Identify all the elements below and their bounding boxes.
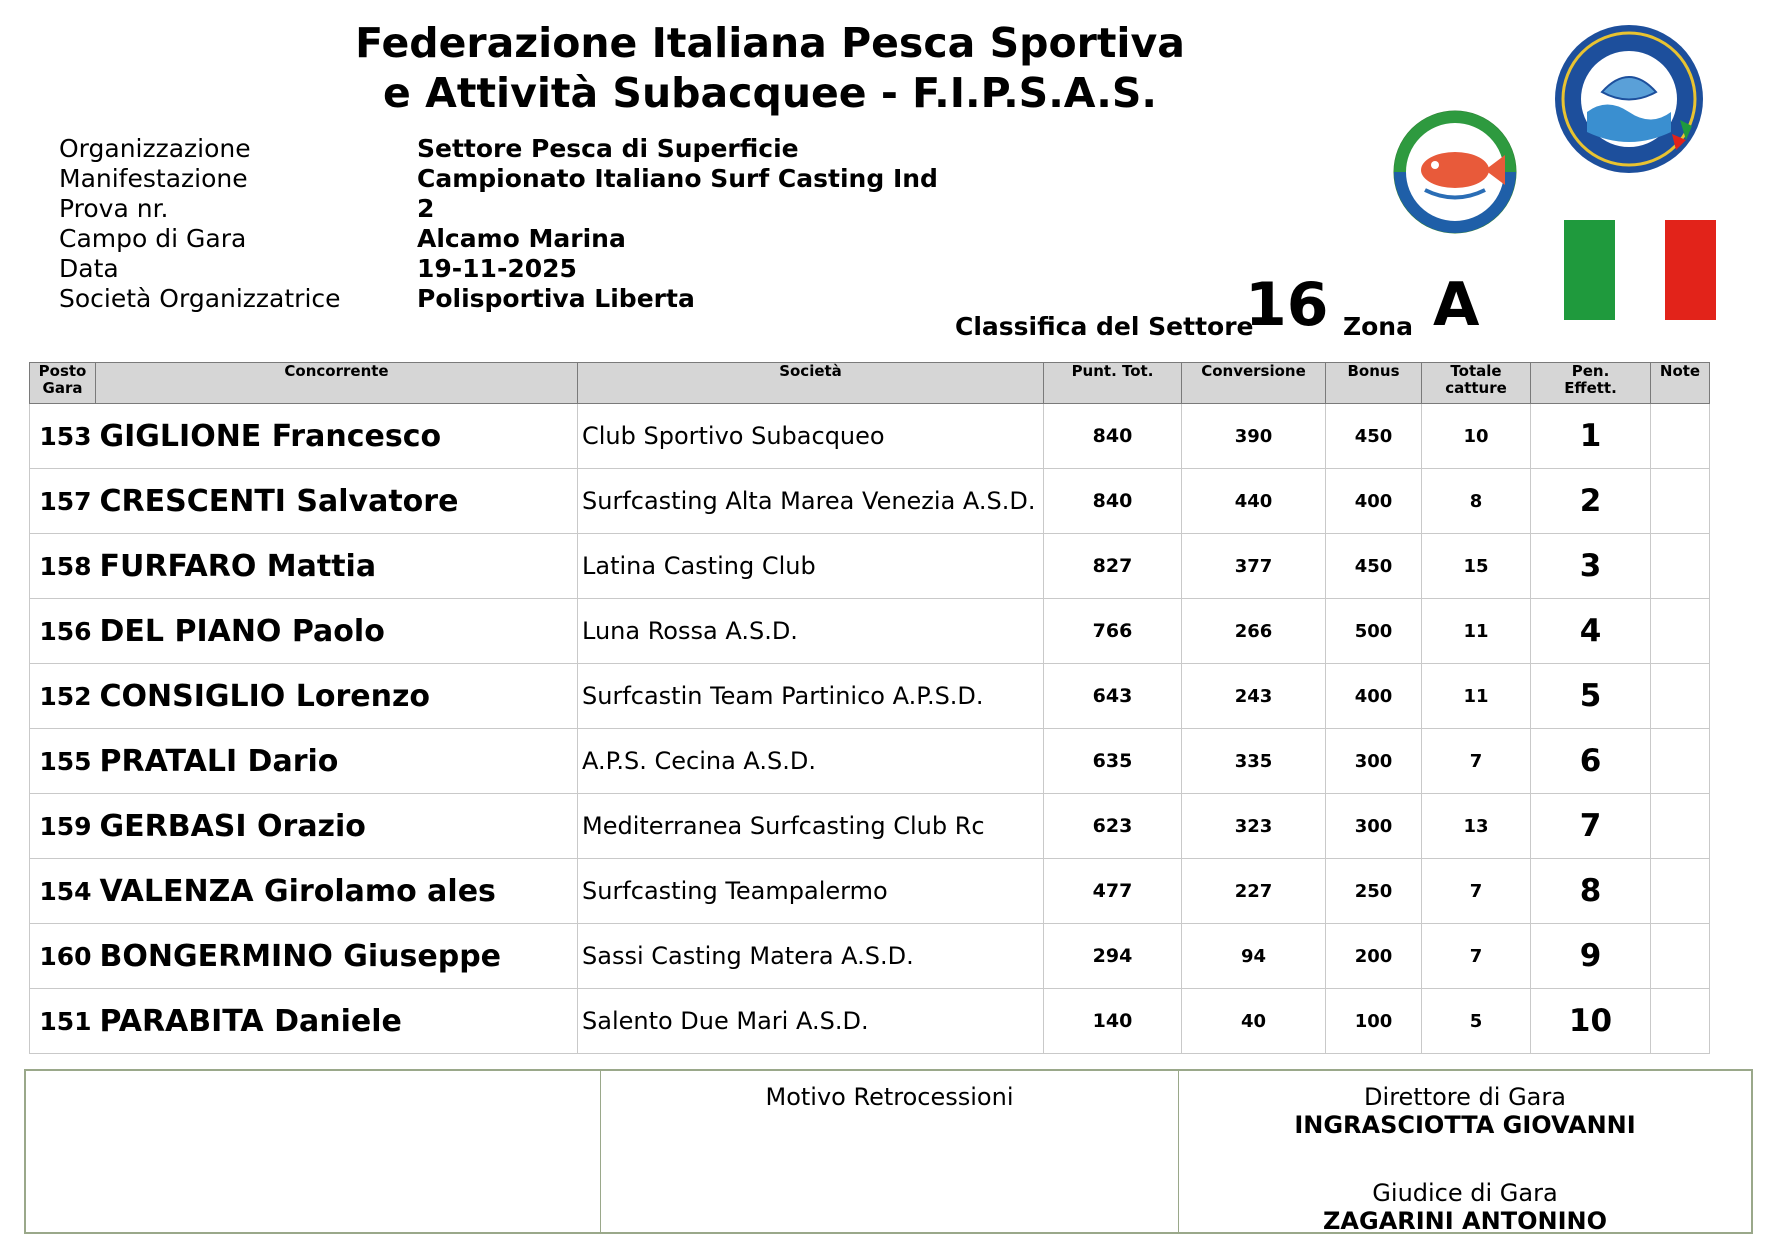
header-conversione-label: Conversione <box>1201 362 1306 380</box>
table-row <box>30 469 1710 534</box>
cell-concorrente: GERBASI Orazio <box>96 794 578 859</box>
flag-stripe-green <box>1564 220 1615 320</box>
table-row <box>30 664 1710 729</box>
cell-pen-effett: 3 <box>1531 534 1651 599</box>
info-value: Polisportiva Liberta <box>417 284 695 313</box>
cell-posto: 159 <box>30 794 96 859</box>
cell-conversione: 266 <box>1182 599 1326 664</box>
cell-pen-effett: 7 <box>1531 794 1651 859</box>
cell-societa: Surfcasting Alta Marea Venezia A.S.D. <box>578 469 1044 534</box>
table-header-row <box>30 363 1710 404</box>
header-bonus <box>1326 363 1422 404</box>
cell-pen-effett: 9 <box>1531 924 1651 989</box>
table-row <box>30 794 1710 859</box>
cell-note <box>1651 404 1710 469</box>
footer-motivo-cell <box>601 1071 1179 1232</box>
cell-societa: Sassi Casting Matera A.S.D. <box>578 924 1044 989</box>
cell-concorrente: CRESCENTI Salvatore <box>96 469 578 534</box>
cell-bonus: 400 <box>1326 469 1422 534</box>
info-value: 19-11-2025 <box>417 254 577 283</box>
cell-societa: Club Sportivo Subacqueo <box>578 404 1044 469</box>
header-pen-line1: Pen. <box>1571 362 1610 380</box>
header-punt-label: Punt. Tot. <box>1071 362 1154 380</box>
info-label: Campo di Gara <box>59 224 247 253</box>
cell-totale-catture: 7 <box>1422 859 1531 924</box>
cell-pen-effett: 2 <box>1531 469 1651 534</box>
cell-posto: 160 <box>30 924 96 989</box>
cell-societa: Surfcastin Team Partinico A.P.S.D. <box>578 664 1044 729</box>
results-table <box>29 362 1710 1054</box>
cell-posto: 158 <box>30 534 96 599</box>
document-title <box>300 18 1240 118</box>
cell-totale-catture: 10 <box>1422 404 1531 469</box>
cell-conversione: 323 <box>1182 794 1326 859</box>
header-totale-catture <box>1422 363 1531 404</box>
cell-posto: 156 <box>30 599 96 664</box>
direttore-label: Direttore di Gara <box>1364 1083 1566 1111</box>
cell-conversione: 335 <box>1182 729 1326 794</box>
classifica-label: Classifica del Settore <box>955 312 1254 341</box>
title-line-2: e Attività Subacquee - F.I.P.S.A.S. <box>383 69 1157 117</box>
cell-totale-catture: 8 <box>1422 469 1531 534</box>
header-societa <box>578 363 1044 404</box>
cell-concorrente: BONGERMINO Giuseppe <box>96 924 578 989</box>
cell-totale-catture: 11 <box>1422 599 1531 664</box>
italian-flag-icon <box>1564 220 1716 320</box>
cell-societa: Luna Rossa A.S.D. <box>578 599 1044 664</box>
table-row <box>30 729 1710 794</box>
cell-posto: 153 <box>30 404 96 469</box>
cell-bonus: 250 <box>1326 859 1422 924</box>
cell-conversione: 440 <box>1182 469 1326 534</box>
header-punt-tot <box>1044 363 1182 404</box>
table-row <box>30 404 1710 469</box>
cell-conversione: 40 <box>1182 989 1326 1054</box>
settore-number: 16 <box>1245 270 1329 340</box>
cell-concorrente: FURFARO Mattia <box>96 534 578 599</box>
cell-pen-effett: 10 <box>1531 989 1651 1054</box>
cell-pen-effett: 1 <box>1531 404 1651 469</box>
cell-note <box>1651 859 1710 924</box>
info-label: Prova nr. <box>59 194 169 223</box>
header-posto-gara <box>30 363 96 404</box>
header-pen-effett <box>1531 363 1651 404</box>
cell-note <box>1651 469 1710 534</box>
cell-societa: Salento Due Mari A.S.D. <box>578 989 1044 1054</box>
cell-concorrente: PARABITA Daniele <box>96 989 578 1054</box>
info-row-campo <box>59 224 938 254</box>
cell-punt-tot: 840 <box>1044 469 1182 534</box>
header-totale-line1: Totale <box>1450 362 1502 380</box>
cell-concorrente: GIGLIONE Francesco <box>96 404 578 469</box>
cell-bonus: 100 <box>1326 989 1422 1054</box>
header-posto-line1: Posto <box>38 362 87 380</box>
cell-totale-catture: 13 <box>1422 794 1531 859</box>
cell-totale-catture: 5 <box>1422 989 1531 1054</box>
table-row <box>30 534 1710 599</box>
header-societa-label: Società <box>779 362 842 380</box>
cell-punt-tot: 635 <box>1044 729 1182 794</box>
cell-punt-tot: 623 <box>1044 794 1182 859</box>
direttore-name: INGRASCIOTTA GIOVANNI <box>1294 1111 1636 1139</box>
header-posto-line2: Gara <box>42 379 83 397</box>
cell-note <box>1651 599 1710 664</box>
cell-punt-tot: 477 <box>1044 859 1182 924</box>
info-label: Data <box>59 254 119 283</box>
info-value: Settore Pesca di Superficie <box>417 134 799 163</box>
cell-punt-tot: 827 <box>1044 534 1182 599</box>
info-label: Manifestazione <box>59 164 248 193</box>
cell-totale-catture: 7 <box>1422 924 1531 989</box>
cell-bonus: 400 <box>1326 664 1422 729</box>
footer-box <box>24 1069 1753 1234</box>
table-row <box>30 924 1710 989</box>
header-concorrente-label: Concorrente <box>284 362 389 380</box>
footer-officials-cell <box>1179 1071 1751 1235</box>
zona-value: A <box>1433 270 1480 340</box>
cell-totale-catture: 11 <box>1422 664 1531 729</box>
cell-concorrente: DEL PIANO Paolo <box>96 599 578 664</box>
title-line-1: Federazione Italiana Pesca Sportiva <box>355 19 1185 67</box>
flag-stripe-white <box>1615 220 1666 320</box>
cell-bonus: 300 <box>1326 794 1422 859</box>
motivo-retrocessioni-label: Motivo Retrocessioni <box>765 1083 1014 1111</box>
cell-posto: 157 <box>30 469 96 534</box>
header-bonus-label: Bonus <box>1347 362 1400 380</box>
info-label: Società Organizzatrice <box>59 284 341 313</box>
cell-societa: Latina Casting Club <box>578 534 1044 599</box>
cell-societa: A.P.S. Cecina A.S.D. <box>578 729 1044 794</box>
cell-pen-effett: 6 <box>1531 729 1651 794</box>
cell-conversione: 243 <box>1182 664 1326 729</box>
cell-note <box>1651 664 1710 729</box>
cell-totale-catture: 15 <box>1422 534 1531 599</box>
header-concorrente <box>96 363 578 404</box>
catch-release-logo-icon <box>1390 110 1520 235</box>
cell-bonus: 500 <box>1326 599 1422 664</box>
info-row-organizzazione <box>59 134 938 164</box>
cell-punt-tot: 643 <box>1044 664 1182 729</box>
footer-blank-cell <box>26 1071 601 1232</box>
cell-pen-effett: 5 <box>1531 664 1651 729</box>
cell-punt-tot: 294 <box>1044 924 1182 989</box>
header-totale-line2: catture <box>1445 379 1507 397</box>
cell-societa: Mediterranea Surfcasting Club Rc <box>578 794 1044 859</box>
cell-bonus: 450 <box>1326 404 1422 469</box>
table-row <box>30 989 1710 1054</box>
footer-spacer <box>1179 1139 1751 1179</box>
cell-note <box>1651 729 1710 794</box>
cell-note <box>1651 534 1710 599</box>
info-value: Campionato Italiano Surf Casting Ind <box>417 164 938 193</box>
cell-bonus: 300 <box>1326 729 1422 794</box>
header-note-label: Note <box>1659 362 1701 380</box>
table-row <box>30 859 1710 924</box>
cell-posto: 151 <box>30 989 96 1054</box>
info-value: Alcamo Marina <box>417 224 626 253</box>
cell-note <box>1651 794 1710 859</box>
zona-label: Zona <box>1343 312 1413 341</box>
cell-societa: Surfcasting Teampalermo <box>578 859 1044 924</box>
flag-stripe-red <box>1665 220 1716 320</box>
info-label: Organizzazione <box>59 134 251 163</box>
cell-conversione: 94 <box>1182 924 1326 989</box>
event-info <box>59 134 938 314</box>
info-row-societa <box>59 284 938 314</box>
giudice-label: Giudice di Gara <box>1372 1179 1558 1207</box>
cell-posto: 152 <box>30 664 96 729</box>
cell-pen-effett: 8 <box>1531 859 1651 924</box>
cell-note <box>1651 924 1710 989</box>
cell-concorrente: PRATALI Dario <box>96 729 578 794</box>
fipsas-seal-logo-icon <box>1552 22 1706 176</box>
cell-note <box>1651 989 1710 1054</box>
info-row-prova <box>59 194 938 224</box>
header-pen-line2: Effett. <box>1564 379 1617 397</box>
giudice-name: ZAGARINI ANTONINO <box>1323 1207 1607 1235</box>
table-row <box>30 599 1710 664</box>
cell-pen-effett: 4 <box>1531 599 1651 664</box>
cell-bonus: 450 <box>1326 534 1422 599</box>
cell-totale-catture: 7 <box>1422 729 1531 794</box>
cell-punt-tot: 840 <box>1044 404 1182 469</box>
cell-posto: 154 <box>30 859 96 924</box>
cell-punt-tot: 140 <box>1044 989 1182 1054</box>
cell-conversione: 390 <box>1182 404 1326 469</box>
cell-concorrente: CONSIGLIO Lorenzo <box>96 664 578 729</box>
cell-posto: 155 <box>30 729 96 794</box>
header-note <box>1651 363 1710 404</box>
cell-bonus: 200 <box>1326 924 1422 989</box>
info-row-data <box>59 254 938 284</box>
cell-punt-tot: 766 <box>1044 599 1182 664</box>
cell-conversione: 227 <box>1182 859 1326 924</box>
info-value: 2 <box>417 194 435 223</box>
cell-concorrente: VALENZA Girolamo ales <box>96 859 578 924</box>
info-row-manifestazione <box>59 164 938 194</box>
cell-conversione: 377 <box>1182 534 1326 599</box>
header-conversione <box>1182 363 1326 404</box>
